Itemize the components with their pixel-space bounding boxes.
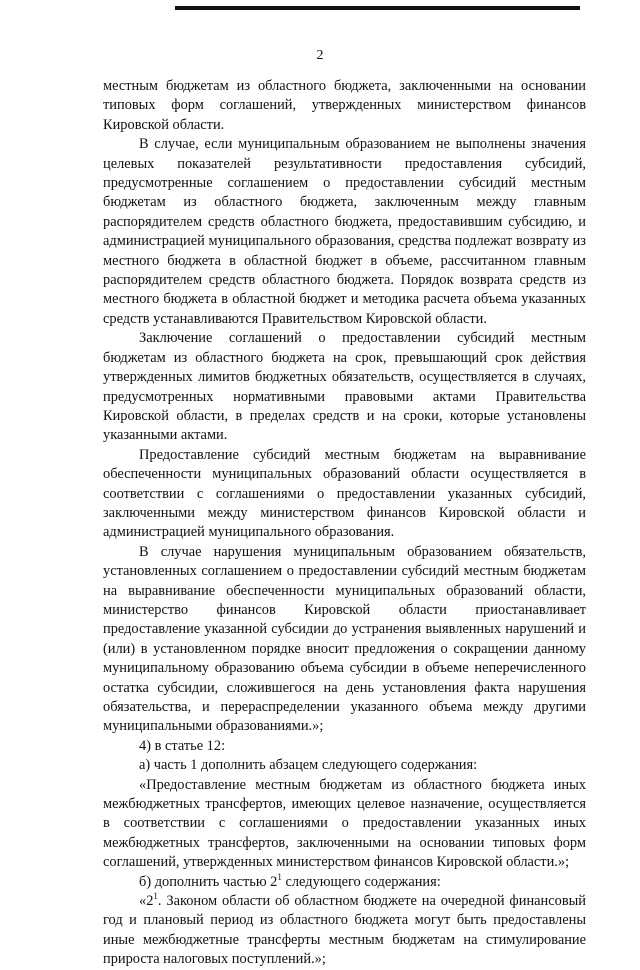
item-b-after: следующего содержания: bbox=[281, 873, 441, 890]
page-number: 2 bbox=[316, 48, 324, 63]
paragraph: а) часть 1 дополнить абзацем следующего содержания: bbox=[139, 757, 478, 774]
item-b-before: б) дополнить частью 2 bbox=[139, 873, 278, 890]
paragraph: Предоставление субсидий местным бюджетам на выравнивание обеспеченности муниципальных образований области осуществляется в соответствии с соглашениями о предоставлении указанных субсидий, заключенными между министерством финансов Кировской области и администрацией муниципального образования. bbox=[103, 446, 586, 541]
paragraph-item-b bbox=[103, 873, 586, 892]
document-body bbox=[103, 77, 586, 970]
paragraph: Заключение соглашений о предоставлении субсидий местным бюджетам из областного бюджета на срок, превышающий срок действия утвержденных лимитов бюджетных обязательств, осуществляется в случаях, предусмотренных нормативными правовыми актами Правительства Кировской области, в пределах средств и на сроки, которые установлены указанными актами. bbox=[103, 330, 586, 444]
paragraph-quote bbox=[103, 892, 586, 970]
quote-after: . Законом области об областном бюджете на очередной финансовый год и плановый период из областного бюджета могут быть предоставлены иные межбюджетные трансферты местным бюджетам на стимулирование прироста налоговых поступлений.»; bbox=[103, 893, 586, 968]
paragraph: 4) в статье 12: bbox=[139, 737, 226, 754]
quote-before: «2 bbox=[139, 893, 154, 910]
quote-sup: 1 bbox=[153, 891, 158, 902]
paragraph: местным бюджетам из областного бюджета, заключенными на основании типовых форм соглашений, утвержденных министерством финансов Кировской области. bbox=[103, 78, 586, 133]
paragraph: «Предоставление местным бюджетам из областного бюджета иных межбюджетных трансфертов, имеющих целевое назначение, осуществляется в соответствии с соглашениями о предоставлении указанных иных межбюджетных трансфертов, заключенными на основании типовых форм соглашений, утвержденных министерством финансов Кировской области.»; bbox=[103, 776, 586, 871]
paragraph: В случае, если муниципальным образованием не выполнены значения целевых показателей результативности предоставления субсидий, предусмотренные соглашением о предоставлении субсидий местным бюджетам из областного бюджета, заключенным между главным распорядителем средств областного бюджета, предоставившим субсидию, и администрацией муниципального образования, средства подлежат возврату из местного бюджета в областной бюджет в объеме, рассчитанном главным распорядителем средств областного бюджета. Порядок возврата средств из местного бюджета в областной бюджет и методика расчета объема указанных средств устанавливаются Правительством Кировской области. bbox=[103, 136, 586, 327]
top-rule bbox=[175, 6, 580, 10]
paragraph: В случае нарушения муниципальным образованием обязательств, установленных соглашением о предоставлении субсидий местным бюджетам на выравнивание обеспеченности муниципальных образований области, министерство финансов Кировской области приостанавливает предоставление указанной субсидии до устранения выявленных нарушений и (или) в установленном порядке вносит предложения о сокращении данному муниципальному образованию объема субсидии в объеме неперечисленного остатка субсидии, сложившегося на день установления факта нарушения обязательства, и перераспределении указанного объема между другими муниципальными образованиями.»; bbox=[103, 543, 586, 735]
item-b-sup: 1 bbox=[277, 871, 282, 882]
